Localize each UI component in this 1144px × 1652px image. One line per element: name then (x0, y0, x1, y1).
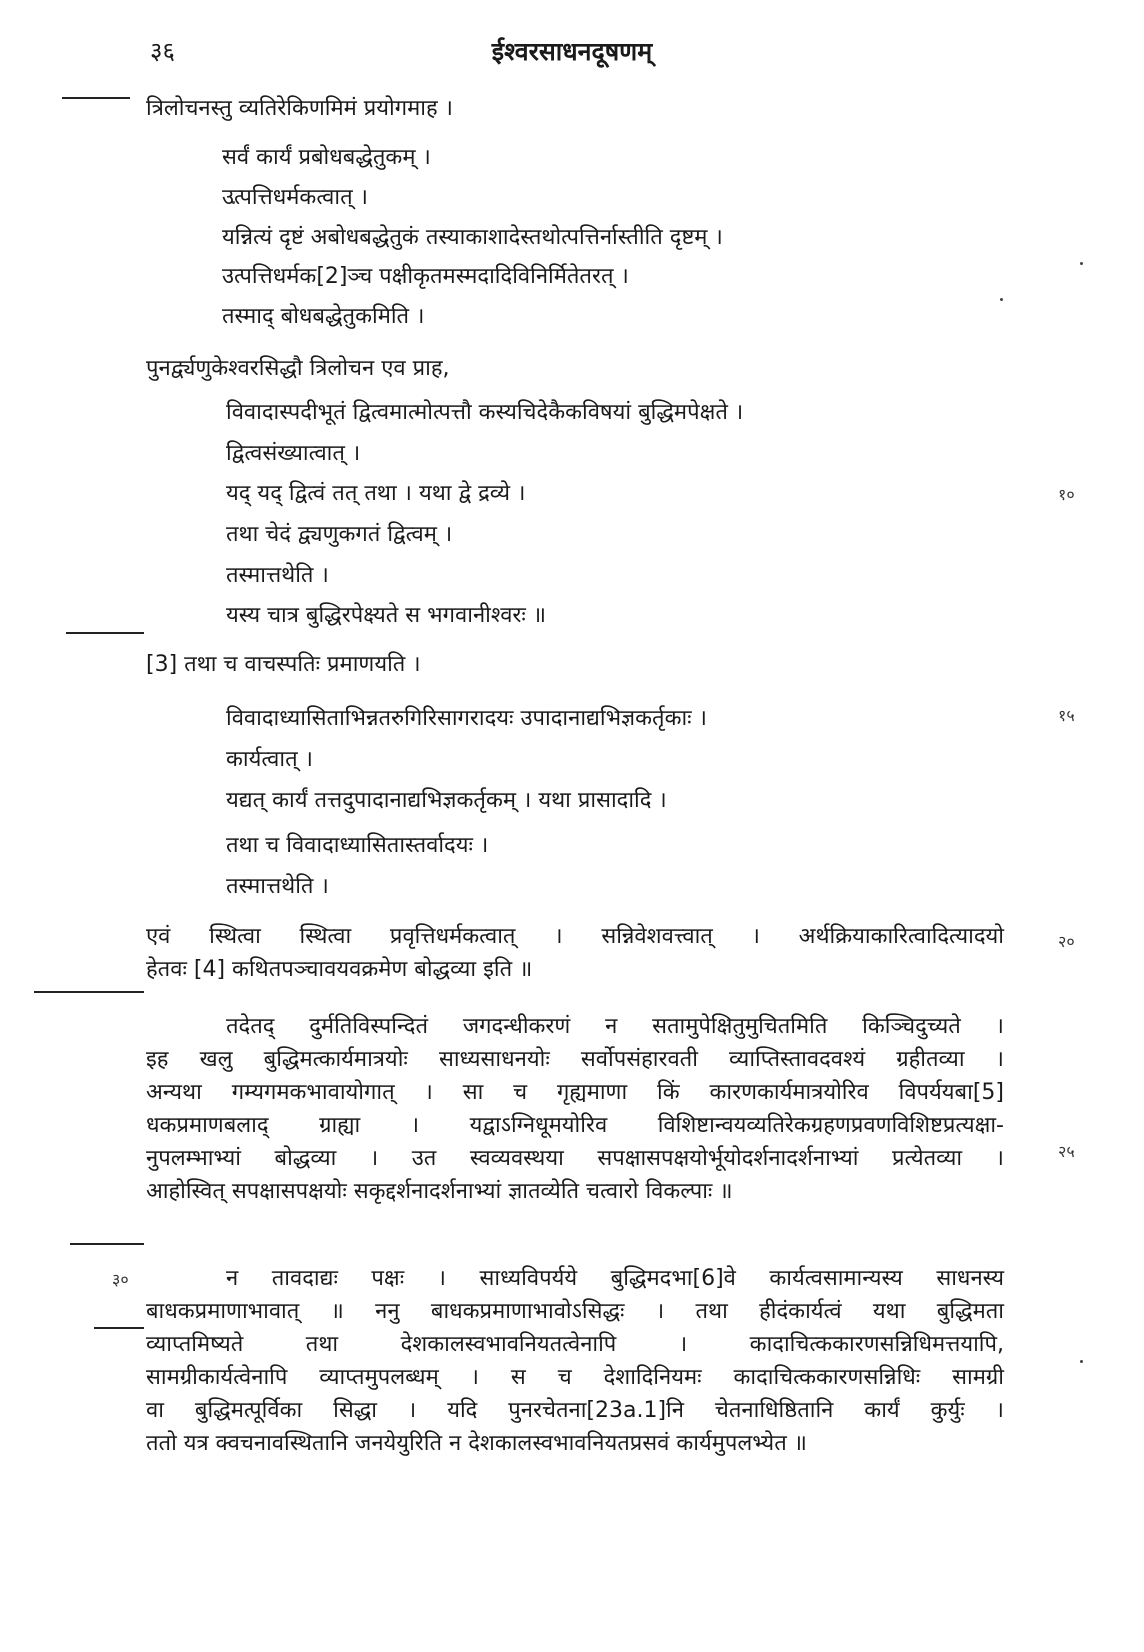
paragraph-line: सामग्रीकार्यत्वेनापि व्याप्तमुपलब्धम् । स च देशादिनियमः कादाचित्ककारणसन्निधिः सामग्री (146, 1365, 1004, 1390)
block2-line: तथा चेदं द्व्यणुकगतं द्वित्वम् । (226, 522, 453, 547)
paragraph-line: अन्यथा गम्यगमकभावायोगात् । सा च गृह्यमाणा किं कारणकार्यमात्रयोरिव विपर्ययबा[5] (146, 1080, 1004, 1105)
block1-line: उत्पत्तिधर्मक[2]ञ्च पक्षीकृतमस्मदादिविनिर्मितेतरत् । (222, 264, 629, 289)
block3-line: विवादाध्यासिताभिन्नतरुगिरिसागरादयः उपादानाद्यभिज्ञकर्तृकाः । (226, 706, 707, 731)
margin-rule (94, 1327, 144, 1329)
speck (1080, 262, 1083, 265)
margin-rule (66, 632, 144, 634)
speck (1000, 298, 1003, 301)
paragraph-line: धकप्रमाणबलाद् ग्राह्या । यद्वाऽग्निधूमयोरिव विशिष्टान्वयव्यतिरेकग्रहणप्रवणविशिष्टप्रत्यक्षा- (146, 1113, 1004, 1138)
margin-line-number: १० (1058, 485, 1075, 504)
paragraph-line: तदेतद् दुर्मतिविस्पन्दितं जगदन्धीकरणं न सतामुपेक्षितुमुचितमिति किञ्चिदुच्यते । (226, 1014, 1004, 1039)
block2-line: यद् यद् द्वित्वं तत् तथा । यथा द्वे द्रव्ये । (226, 481, 526, 506)
block1-line: यन्नित्यं दृष्टं अबोधबद्धेतुकं तस्याकाशादेस्तथोत्पत्तिर्नास्तीति दृष्टम् । (222, 225, 723, 250)
block1-line: सर्वं कार्यं प्रबोधबद्धेतुकम् । (222, 145, 431, 170)
block3-line: तथा च विवादाध्यासितास्तर्वादयः । (226, 833, 489, 858)
paragraph-1 (146, 920, 1004, 986)
running-title: ईश्वरसाधनदूषणम् (491, 37, 653, 66)
block2-line: तस्मात्तथेति । (226, 563, 329, 588)
paragraph-line: व्याप्तमिष्यते तथा देशकालस्वभावनियतत्वेनापि । कादाचित्ककारणसन्निधिमत्तयापि, (146, 1332, 1004, 1357)
block2-line: विवादास्पदीभूतं द्वित्वमात्मोत्पत्तौ कस्यचिदेकैकविषयां बुद्धिमपेक्षते । (226, 400, 744, 425)
block3-line: कार्यत्वात् । (226, 747, 313, 772)
paragraph-line: आहोस्वित् सपक्षासपक्षयोः सकृद्दर्शनादर्शनाभ्यां ज्ञातव्येति चत्वारो विकल्पाः ॥ (146, 1179, 733, 1204)
paragraph-2 (146, 1010, 1004, 1208)
margin-line-number: ३० (112, 1270, 129, 1289)
block2-intro: पुनर्द्व्यणुकेश्वरसिद्धौ त्रिलोचन एव प्राह, (146, 356, 450, 381)
paragraph-line: एवं स्थित्वा स्थित्वा प्रवृत्तिधर्मकत्वात् । सन्निवेशवत्त्वात् । अर्थक्रियाकारित्वादित्यादयो (146, 924, 1004, 949)
margin-rule (70, 1243, 144, 1245)
margin-line-number: १५ (1058, 706, 1075, 725)
margin-line-number: २५ (1058, 1142, 1075, 1161)
speck (1080, 1360, 1083, 1363)
paragraph-line: इह खलु बुद्धिमत्कार्यमात्रयोः साध्यसाधनयोः सर्वोपसंहारवती व्याप्तिस्तावदवश्यं ग्रहीतव्या । (146, 1047, 1004, 1072)
margin-line-number: २० (1058, 932, 1075, 951)
block2-line: द्वित्वसंख्यात्वात् । (226, 441, 361, 466)
block3-line: तस्मात्तथेति । (226, 874, 329, 899)
paragraph-line: बाधकप्रमाणाभावात् ॥ ननु बाधकप्रमाणाभावोऽसिद्धः । तथा हीदंकार्यत्वं यथा बुद्धिमता (146, 1299, 1004, 1324)
block3-line: यद्यत् कार्यं तत्तदुपादानाद्यभिज्ञकर्तृकम् । यथा प्रासादादि । (226, 788, 667, 813)
margin-rule (62, 97, 130, 99)
paragraph-line: हेतवः [4] कथितपञ्चावयवक्रमेण बोद्धव्या इति ॥ (146, 957, 533, 982)
paragraph-line: नुपलम्भाभ्यां बोद्धव्या । उत स्वव्यवस्थया सपक्षासपक्षयोर्भूयोदर्शनादर्शनाभ्यां प्रत्येतव्या । (146, 1146, 1004, 1171)
paragraph-3 (146, 1262, 1004, 1460)
paragraph-line: न तावदाद्यः पक्षः । साध्यविपर्यये बुद्धिमदभा[6]वे कार्यत्वसामान्यस्य साधनस्य (226, 1266, 1004, 1291)
block1-line: तस्माद् बोधबद्धेतुकमिति । (222, 304, 425, 329)
block1-line: उत्पत्तिधर्मकत्वात् । (222, 185, 368, 210)
block3-intro: [3] तथा च वाचस्पतिः प्रमाणयति । (146, 652, 421, 677)
block1-intro: त्रिलोचनस्तु व्यतिरेकिणमिमं प्रयोगमाह । (146, 96, 453, 121)
margin-rule (34, 991, 144, 993)
page-header (0, 34, 1144, 74)
paragraph-line: ततो यत्र क्वचनावस्थितानि जनयेयुरिति न देशकालस्वभावनियतप्रसवं कार्यमुपलभ्येत ॥ (146, 1431, 807, 1456)
page-number: ३६ (150, 37, 175, 65)
block2-line: यस्य चात्र बुद्धिरपेक्ष्यते स भगवानीश्वरः ॥ (226, 603, 547, 628)
paragraph-line: वा बुद्धिमत्पूर्विका सिद्धा । यदि पुनरचेतना[23a.1]नि चेतनाधिष्ठितानि कार्यं कुर्युः । (146, 1398, 1004, 1423)
